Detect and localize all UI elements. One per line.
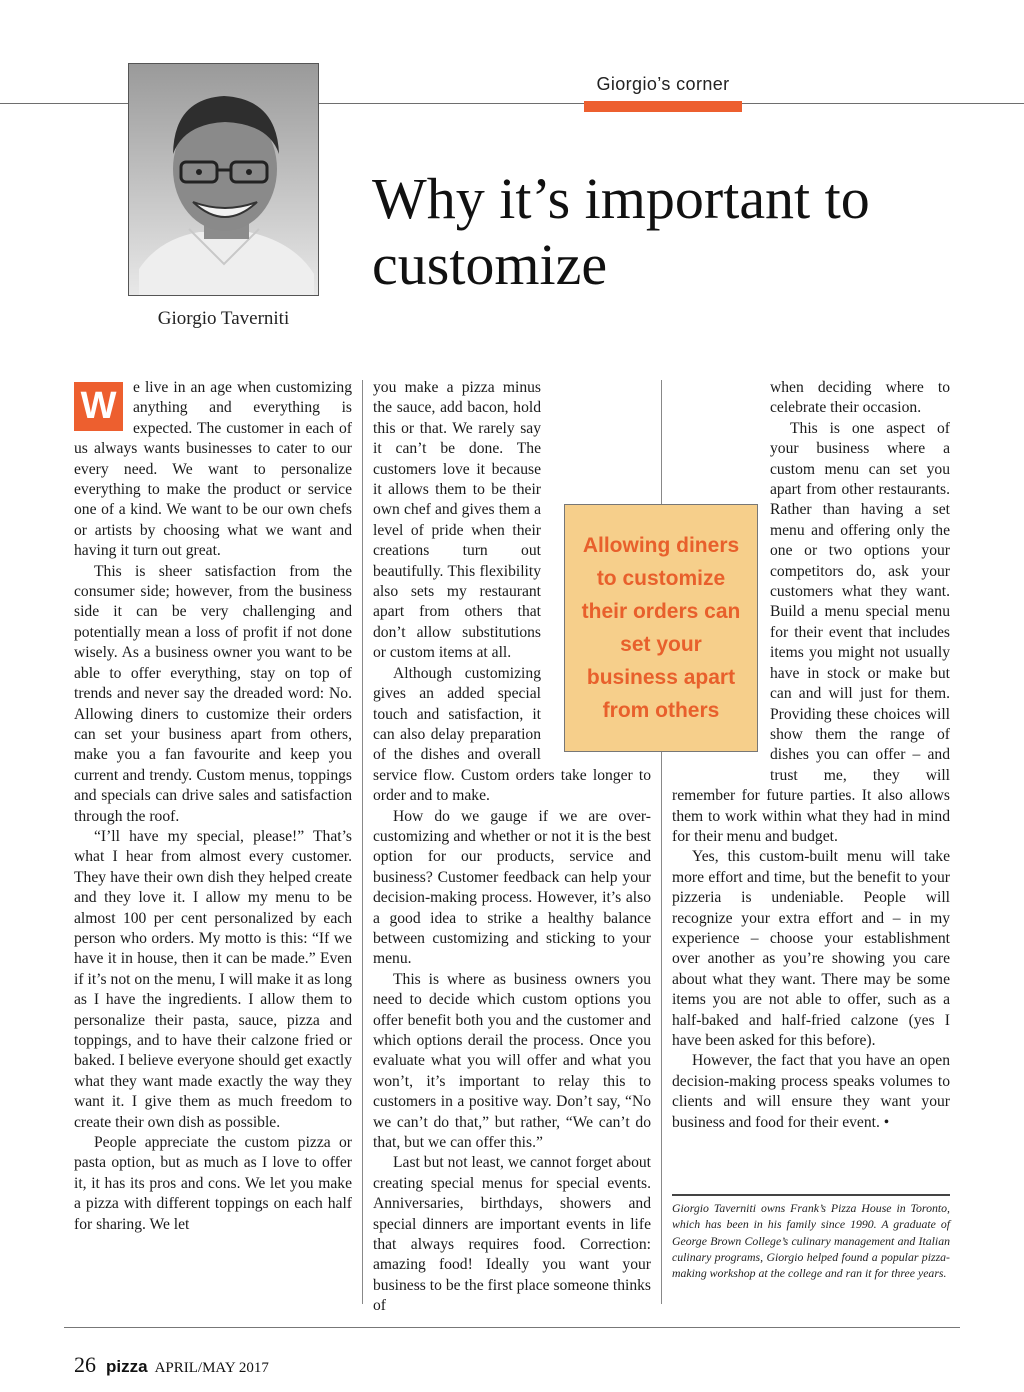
- paragraph: How do we gauge if we are over-customizing and whether or not it is the best option for our products, service and business? Customer feedback can help your decision-making process. However, it’s also a good idea to strike a healthy balance between customizing and sticking to your menu.: [373, 807, 651, 968]
- paragraph: Last but not least, we cannot forget about creating special menus for special events. Anniversaries, birthdays, showers and special dinners are important events in life that always requires food. Correction: amazing food! Ideally you want your business to be the first place someone thinks of: [373, 1154, 651, 1315]
- bio-rule: [672, 1194, 950, 1196]
- article-headline: Why it’s important to customize: [372, 166, 870, 297]
- paragraph: [74, 378, 352, 562]
- page-footer: [74, 1352, 269, 1378]
- paragraph: when deciding where to celebrate their occasion.: [770, 379, 950, 417]
- section-label: Giorgio’s corner: [596, 74, 730, 94]
- author-photo-illustration: [129, 64, 319, 296]
- issue-date: APRIL/MAY 2017: [154, 1360, 269, 1376]
- drop-cap: W: [74, 382, 123, 431]
- page-number: 26: [74, 1352, 96, 1377]
- paragraph: This is where as business owners you need to decide which custom options you offer benefit both you and the customer and which options derail the process. Once you evaluate what you will offer and what you won’t, it’s important to relay this to customers in a positive way. Don’t say, “No we can’t do that,” but rather, “We can’t do that, but we can offer this.”: [373, 970, 651, 1152]
- paragraph: Yes, this custom-built menu will take more effort and time, but the benefit to your pizzeria is undeniable. People will recognize your extra effort and – in my experience – choose your establishment over another as you’re showing you care about what they want. There may be some items you are not able to offer, such as a half-baked and half-fried calzone (yes I have been asked for this before).: [672, 848, 950, 1049]
- magazine-name: pizza: [106, 1357, 148, 1376]
- paragraph: “I’ll have my special, please!” That’s what I hear from almost every customer. They have their own dish they helped create and they love it. I allow my menu to be almost 100 per cent personalized by each person who orders. My motto is this: “If we have it in house, then it can be made.” Even if it’s not on the menu, I will make it as long as I have the ingredients. I allow them to personalize their pasta, sauce, pizza and toppings, and to have their calzone fried or baked. I believe everyone should get exactly what they want made exactly the way they want it. I give them as much freedom to create their own dish as possible.: [74, 827, 352, 1131]
- paragraph: People appreciate the custom pizza or pasta option, but as much as I love to offer it, it has its pros and cons. We let you make a pizza with different toppings on each half for sharing. We let: [74, 1134, 352, 1233]
- column-divider: [362, 380, 363, 1304]
- section-accent-bar: [584, 101, 742, 112]
- paragraph-text: e live in an age when customizing anything and everything is expected. The customer in each of us always wants businesses to cater to our every need. We want to personalize everything to make the product or service one of a kind. We want to be our own chefs or artists by choosing what we want and having it turn out great.: [74, 379, 352, 560]
- author-bio: Giorgio Taverniti owns Frank’s Pizza House in Toronto, which has been in his family since 1990. A graduate of George Brown College’s culinary management and Italian culinary programs, Giorgio helped found a popular pizza-making workshop at the college and ran it for three years.: [672, 1201, 950, 1281]
- paragraph: you make a pizza minus the sauce, add bacon, hold this or that. We rarely say it can’t be done. The customers love it because it allows them to be their own chef and gives them a level of pride when their creations turn out beautifully. This flexibility also sets my restaurant apart from others that don’t allow substitutions or custom items at all.: [373, 379, 541, 662]
- pull-quote: [564, 504, 758, 752]
- author-photo: [128, 63, 319, 296]
- article-column-1: [74, 378, 352, 1235]
- paragraph: However, the fact that you have an open decision-making process speaks volumes to clients and will ensure they want your business and food for their event. •: [672, 1052, 950, 1131]
- pull-quote-text: Allowing diners to customize their orders can set your business apart from others: [581, 534, 741, 722]
- article-column-3: [672, 378, 950, 1133]
- footer-rule: [64, 1327, 960, 1328]
- paragraph: This is sheer satisfaction from the consumer side; however, from the business side it can be very challenging and potentially mean a loss of profit if not done wisely. As a business owner you want to be able to offer everything, stay on top of trends and never say the dreaded word: No. Allowing diners to customize their orders can set your business apart from others, make you a fan favourite and keep you current and trendy. Custom menus, toppings and specials can drive sales and satisfaction through the roof.: [74, 562, 352, 825]
- photo-caption: Giorgio Taverniti: [157, 308, 290, 329]
- paragraph: Although customizing gives an added special touch and satisfaction, it can also delay preparation of the dishes and overall service flow. Custom orders take longer to order and to make.: [373, 664, 651, 805]
- paragraph: This is one aspect of your business where a custom menu can set you apart from other restaurants. Rather than having a set menu and offering only the one or two options your competitors do, ask your customers what they want. Build a menu special menu for their event that includes items you might not usually have in stock or make but can and will just for them. Providing these choices will show them the range of dishes you can offer – and trust me, they will remember for future parties. It also allows them to work within what they had in mind for their menu and budget.: [672, 419, 950, 845]
